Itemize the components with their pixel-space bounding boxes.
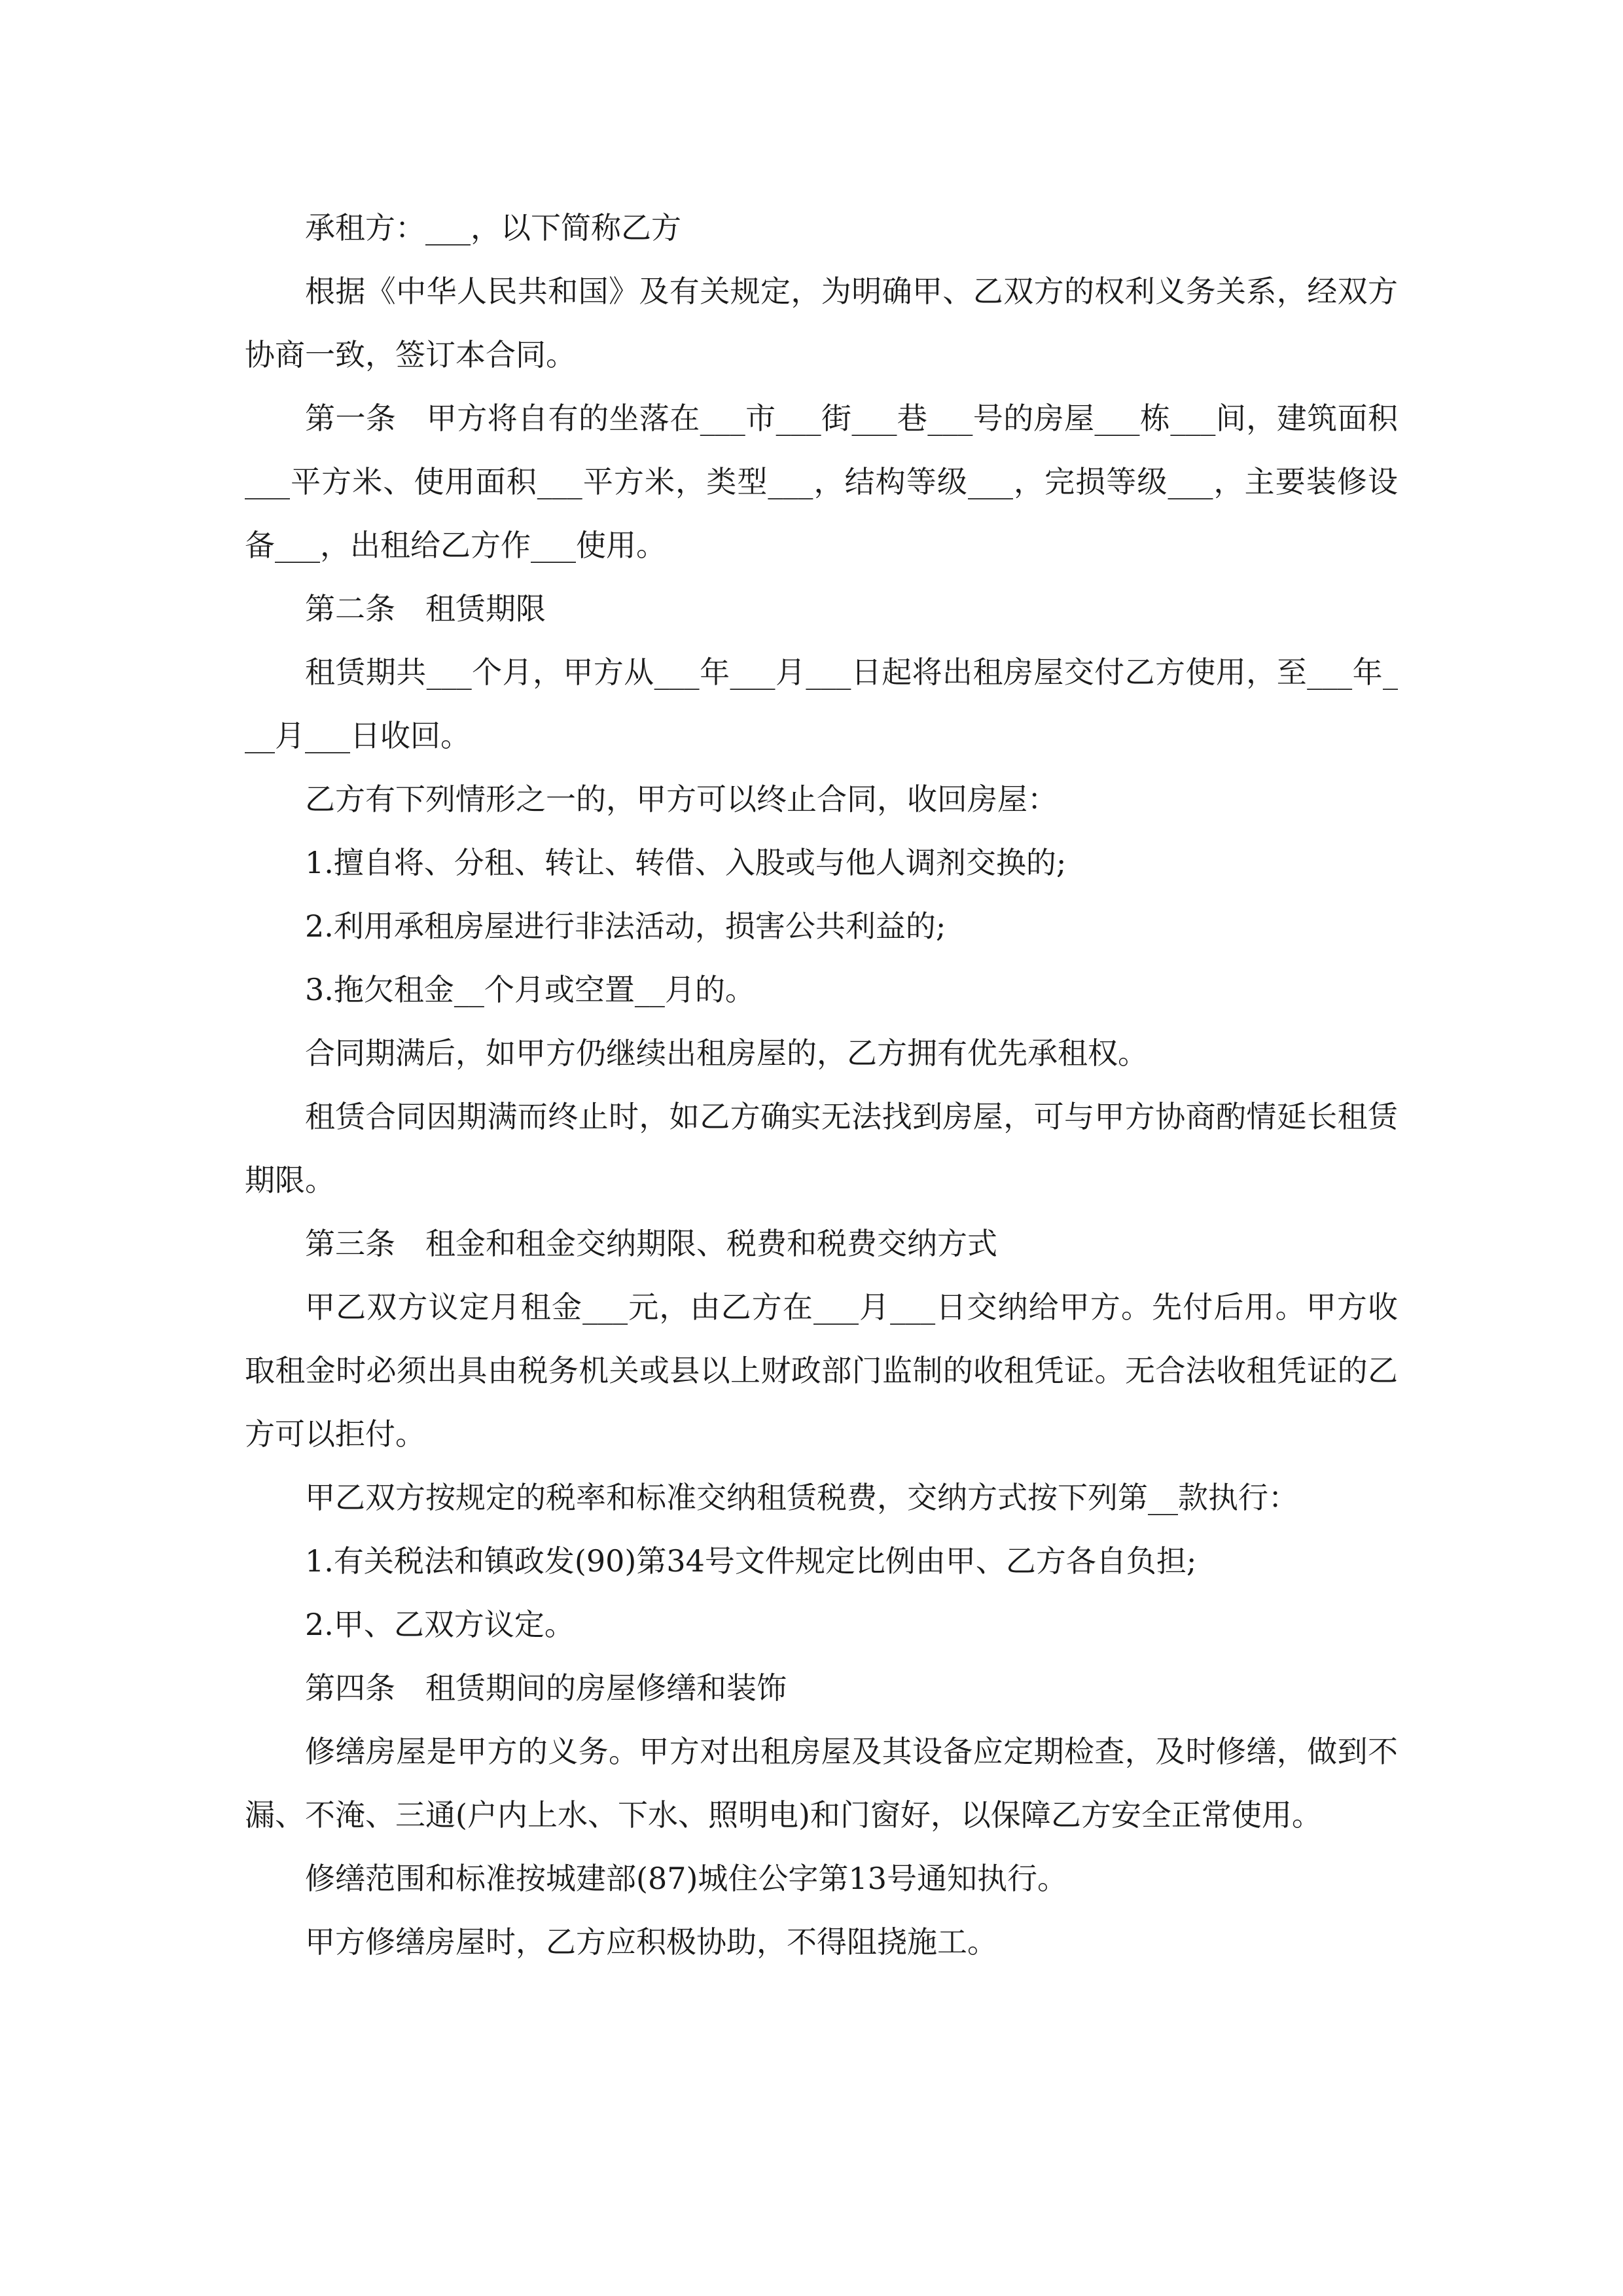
list-item-3: 3.拖欠租金__个月或空置__月的。 [305,972,755,1007]
heading-article-4: 第四条 租赁期间的房屋修缮和装饰 [305,1670,787,1706]
contract-body [245,196,1398,1974]
tax-option-1: 1.有关税法和镇政发(90)第34号文件规定比例由甲、乙方各自负担; [305,1543,1197,1579]
paragraph-article-1: 第一条 甲方将自有的坐落在___市___街___巷___号的房屋___栋___间，建筑面积___平方米、使用面积___平方米，类型___，结构等级___，完损等级___，主要装修设备___，出租给乙方作___使用。 [245,401,1398,563]
paragraph-extension: 租赁合同因期满而终止时，如乙方确实无法找到房屋，可与甲方协商酌情延长租赁期限。 [245,1099,1398,1198]
paragraph-repair-scope: 修缮范围和标准按城建部(87)城住公字第13号通知执行。 [305,1861,1067,1896]
paragraph-lessee: 承租方：___，以下简称乙方 [305,210,681,245]
paragraph-repair-duty: 修缮房屋是甲方的义务。甲方对出租房屋及其设备应定期检查，及时修缮，做到不漏、不淹、三通(户内上水、下水、照明电)和门窗好，以保障乙方安全正常使用。 [245,1734,1398,1833]
paragraph-priority-right: 合同期满后，如甲方仍继续出租房屋的，乙方拥有优先承租权。 [305,1035,1148,1071]
list-item-1: 1.擅自将、分租、转让、转借、入股或与他人调剂交换的; [305,845,1067,880]
heading-article-2: 第二条 租赁期限 [305,591,546,626]
heading-article-3: 第三条 租金和租金交纳期限、税费和税费交纳方式 [305,1226,997,1261]
list-item-2: 2.利用承租房屋进行非法活动，损害公共利益的; [305,908,946,944]
paragraph-termination-conditions: 乙方有下列情形之一的，甲方可以终止合同，收回房屋： [305,781,1058,817]
paragraph-lease-term: 租赁期共___个月，甲方从___年___月___日起将出租房屋交付乙方使用，至___年___月___日收回。 [245,655,1398,753]
paragraph-taxes: 甲乙双方按规定的税率和标准交纳租赁税费，交纳方式按下列第__款执行： [305,1480,1298,1515]
paragraph-repair-cooperation: 甲方修缮房屋时，乙方应积极协助，不得阻挠施工。 [305,1924,997,1960]
tax-option-2: 2.甲、乙双方议定。 [305,1607,575,1642]
paragraph-rent: 甲乙双方议定月租金___元，由乙方在___月___日交纳给甲方。先付后用。甲方收取租金时必须出具由税务机关或县以上财政部门监制的收租凭证。无合法收租凭证的乙方可以拒付。 [245,1289,1398,1452]
paragraph-basis: 根据《中华人民共和国》及有关规定，为明确甲、乙双方的权利义务关系，经双方协商一致，签订本合同。 [245,274,1398,372]
